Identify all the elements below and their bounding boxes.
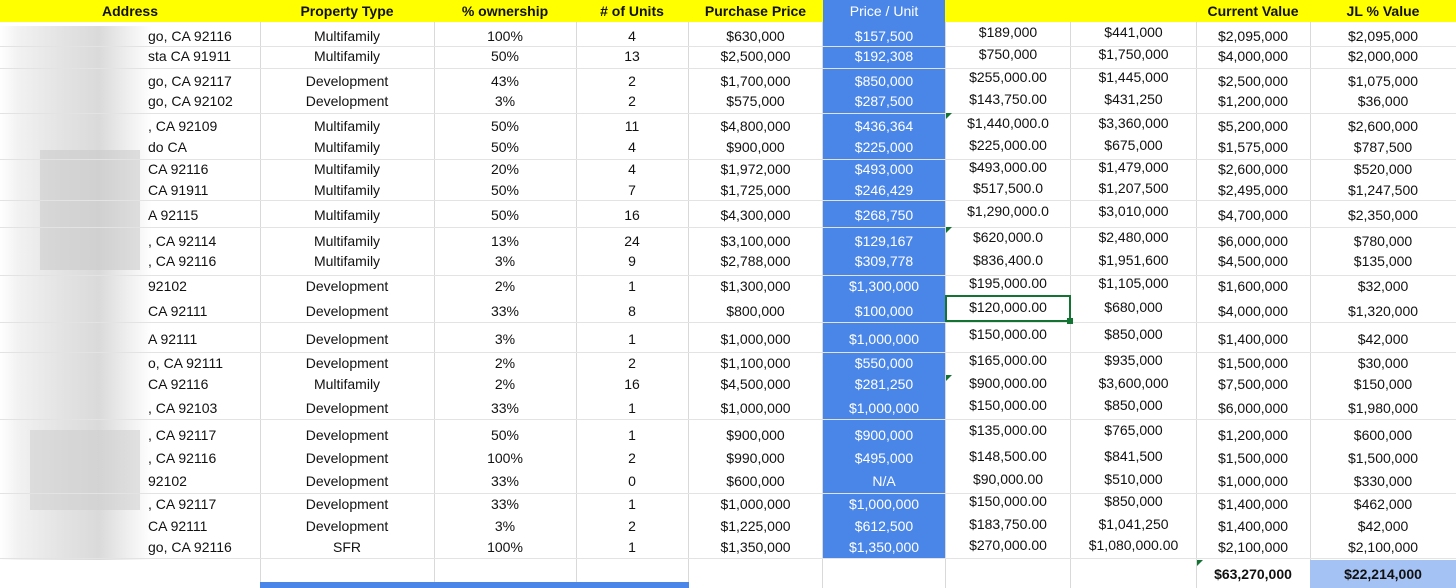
cell-price[interactable]: $4,300,000 (720, 207, 791, 223)
cell-type[interactable]: Development (305, 400, 389, 416)
cell-jl[interactable]: $32,000 (1357, 278, 1409, 294)
cell-type[interactable]: Development (305, 473, 389, 489)
address-cell[interactable]: , CA 92116 (148, 253, 217, 269)
cell-jl[interactable]: $330,000 (1353, 473, 1413, 489)
cell-ppu[interactable]: $281,250 (854, 376, 914, 392)
header-units[interactable]: # of Units (576, 0, 688, 22)
cell-ppu[interactable]: $225,000 (854, 139, 914, 155)
header-jl-value[interactable]: JL % Value (1310, 0, 1456, 22)
header-price-per-unit[interactable]: Price / Unit (823, 0, 945, 22)
cell-c8[interactable]: $1,951,600 (1098, 252, 1169, 268)
cell-units[interactable]: 1 (628, 539, 636, 555)
cell-c8[interactable]: $1,105,000 (1098, 275, 1169, 291)
cell-type[interactable]: Multifamily (313, 28, 381, 44)
selected-cell[interactable] (945, 295, 1071, 322)
cell-c7[interactable]: $1,290,000.0 (967, 203, 1049, 219)
cell-ppu[interactable]: $309,778 (854, 253, 914, 269)
header-ownership[interactable]: % ownership (434, 0, 576, 22)
header-purchase-price[interactable]: Purchase Price (688, 0, 823, 22)
row-divider (0, 352, 1456, 353)
cell-cur[interactable]: $4,000,000 (1217, 303, 1289, 319)
cell-cur[interactable]: $1,500,000 (1217, 355, 1289, 371)
comment-marker (946, 375, 952, 381)
cell-own[interactable]: 100% (487, 539, 523, 555)
cell-c7[interactable]: $750,000 (978, 46, 1038, 62)
cell-c8[interactable]: $2,480,000 (1098, 229, 1169, 245)
cell-c8[interactable]: $431,250 (1104, 91, 1163, 107)
cell-own[interactable]: 33% (490, 400, 520, 416)
cell-ppu[interactable]: $900,000 (854, 427, 914, 443)
cell-c7[interactable]: $493,000.00 (969, 159, 1047, 175)
address-cell[interactable]: CA 92111 (148, 518, 208, 534)
cell-type[interactable]: Multifamily (313, 139, 381, 155)
cell-ppu[interactable]: $550,000 (854, 355, 914, 371)
cell-c8[interactable]: $680,000 (1104, 299, 1163, 315)
address-cell[interactable]: go, CA 92116 (148, 539, 232, 555)
cell-own[interactable]: 50% (490, 207, 520, 223)
cell-price[interactable]: $1,700,000 (720, 73, 791, 89)
total-jl-value[interactable]: $22,214,000 (1344, 566, 1422, 582)
cell-units[interactable]: 1 (628, 400, 636, 416)
cell-ppu[interactable]: $493,000 (854, 161, 914, 177)
cell-units[interactable]: 9 (628, 253, 636, 269)
cell-own[interactable]: 50% (490, 427, 520, 443)
cell-units[interactable]: 2 (628, 93, 636, 109)
cell-price[interactable]: $3,100,000 (720, 233, 791, 249)
cell-type[interactable]: Multifamily (313, 182, 381, 198)
cell-price[interactable]: $900,000 (726, 427, 785, 443)
row-divider (0, 200, 1456, 201)
address-cell[interactable]: A 92115 (148, 207, 199, 223)
header-current-value[interactable]: Current Value (1196, 0, 1310, 22)
cell-c7[interactable]: $517,500.0 (972, 180, 1044, 196)
cell-cur[interactable]: $1,400,000 (1217, 331, 1289, 347)
cell-own[interactable]: 43% (490, 73, 520, 89)
cell-units[interactable]: 1 (628, 427, 636, 443)
address-cell[interactable]: CA 92111 (148, 303, 208, 319)
cell-ppu[interactable]: $1,000,000 (848, 496, 920, 512)
cell-c7[interactable]: $148,500.00 (969, 448, 1047, 464)
cell-jl[interactable]: $2,100,000 (1347, 539, 1419, 555)
cell-ppu[interactable]: $246,429 (854, 182, 914, 198)
cell-ppu[interactable]: $157,500 (854, 28, 914, 44)
cell-cur[interactable]: $4,000,000 (1217, 48, 1289, 64)
redacted-address-area (40, 150, 140, 270)
comment-marker (1197, 560, 1203, 566)
cell-jl[interactable]: $1,500,000 (1347, 450, 1419, 466)
row-divider (0, 159, 1456, 160)
redacted-address-area (30, 430, 140, 510)
address-cell[interactable]: , CA 92103 (148, 400, 218, 416)
cell-price[interactable]: $1,350,000 (720, 539, 791, 555)
cell-c8[interactable]: $1,207,500 (1098, 180, 1169, 196)
cell-c8[interactable]: $765,000 (1104, 422, 1163, 438)
cell-c8[interactable]: $3,600,000 (1098, 375, 1169, 391)
cell-price[interactable]: $900,000 (726, 139, 785, 155)
cell-units[interactable]: 16 (624, 207, 640, 223)
cell-units[interactable]: 16 (624, 376, 640, 392)
header-blank-1[interactable] (945, 0, 1071, 22)
cell-c7[interactable]: $1,440,000.0 (967, 115, 1049, 131)
cell-price[interactable]: $600,000 (726, 473, 785, 489)
cell-type[interactable]: Multifamily (313, 48, 381, 64)
cell-own[interactable]: 50% (490, 139, 520, 155)
cell-cur[interactable]: $1,400,000 (1217, 518, 1289, 534)
cell-units[interactable]: 2 (628, 73, 636, 89)
cell-type[interactable]: Development (305, 303, 389, 319)
cell-own[interactable]: 3% (494, 331, 516, 347)
cell-price[interactable]: $2,788,000 (720, 253, 791, 269)
cell-type[interactable]: Multifamily (313, 233, 381, 249)
header-address[interactable]: Address (0, 0, 260, 22)
row-divider (0, 113, 1456, 114)
cell-units[interactable]: 1 (628, 331, 636, 347)
cell-price[interactable]: $990,000 (726, 450, 785, 466)
address-cell[interactable]: 92102 (148, 278, 187, 294)
address-cell[interactable]: do CA (148, 139, 187, 155)
cell-units[interactable]: 8 (628, 303, 636, 319)
cell-cur[interactable]: $2,095,000 (1217, 28, 1289, 44)
cell-cur[interactable]: $6,000,000 (1217, 400, 1289, 416)
cell-price[interactable]: $1,972,000 (720, 161, 791, 177)
cell-c7[interactable]: $225,000.00 (969, 137, 1047, 153)
cell-price[interactable]: $1,000,000 (720, 496, 791, 512)
address-cell[interactable]: 92102 (148, 473, 187, 489)
cell-jl[interactable]: $462,000 (1353, 496, 1413, 512)
row-divider (0, 275, 1456, 276)
cell-type[interactable]: Multifamily (313, 161, 381, 177)
cell-cur[interactable]: $6,000,000 (1217, 233, 1289, 249)
cell-c8[interactable]: $510,000 (1104, 471, 1163, 487)
cell-type[interactable]: Multifamily (313, 118, 381, 134)
cell-type[interactable]: Development (305, 73, 389, 89)
cell-jl[interactable]: $2,600,000 (1347, 118, 1419, 134)
cell-type[interactable]: Development (305, 278, 389, 294)
cell-type[interactable]: Multifamily (313, 207, 381, 223)
cell-c8[interactable]: $3,010,000 (1098, 203, 1169, 219)
cell-price[interactable]: $1,000,000 (720, 400, 791, 416)
cell-own[interactable]: 50% (490, 182, 520, 198)
cell-ppu[interactable]: $612,500 (854, 518, 914, 534)
cell-units[interactable]: 1 (628, 278, 636, 294)
cell-ppu[interactable]: $192,308 (854, 48, 914, 64)
cell-units[interactable]: 13 (624, 48, 640, 64)
cell-cur[interactable]: $2,500,000 (1217, 73, 1289, 89)
cell-jl[interactable]: $1,247,500 (1347, 182, 1419, 198)
cell-ppu[interactable]: $268,750 (854, 207, 914, 223)
header-property-type[interactable]: Property Type (260, 0, 434, 22)
cell-price[interactable]: $4,800,000 (720, 118, 791, 134)
cell-c8[interactable]: $850,000 (1104, 326, 1163, 342)
cell-units[interactable]: 2 (628, 355, 636, 371)
row-divider (0, 227, 1456, 228)
cell-c8[interactable]: $935,000 (1104, 352, 1163, 368)
header-blank-2[interactable] (1071, 0, 1196, 22)
address-cell[interactable]: A 92111 (148, 331, 198, 347)
row-divider (0, 68, 1456, 69)
cell-ppu[interactable]: $436,364 (854, 118, 914, 134)
address-cell[interactable]: CA 91911 (148, 182, 209, 198)
cell-price[interactable]: $1,225,000 (720, 518, 791, 534)
cell-type[interactable]: Development (305, 427, 389, 443)
cell-price[interactable]: $1,000,000 (720, 331, 791, 347)
cell-own[interactable]: 100% (487, 28, 523, 44)
cell-price[interactable]: $1,100,000 (720, 355, 791, 371)
cell-c8[interactable]: $1,080,000.00 (1088, 537, 1179, 553)
cell-c8[interactable]: $850,000 (1104, 493, 1163, 509)
cell-type[interactable]: Development (305, 496, 389, 512)
cell-jl[interactable]: $2,095,000 (1347, 28, 1419, 44)
comment-marker (946, 113, 952, 119)
cell-jl[interactable]: $520,000 (1353, 161, 1413, 177)
cell-ppu[interactable]: $129,167 (854, 233, 914, 249)
cell-units[interactable]: 4 (628, 28, 636, 44)
cell-cur[interactable]: $7,500,000 (1217, 376, 1289, 392)
address-cell[interactable]: , CA 92117 (148, 496, 217, 512)
row-divider (0, 46, 1456, 47)
cell-c7[interactable]: $189,000 (978, 24, 1038, 40)
address-cell[interactable]: , CA 92117 (148, 427, 217, 443)
cell-type[interactable]: SFR (333, 539, 361, 555)
address-cell[interactable]: , CA 92109 (148, 118, 218, 134)
cell-c8[interactable]: $1,041,250 (1098, 516, 1169, 532)
cell-c8[interactable]: $1,479,000 (1098, 159, 1169, 175)
cell-jl[interactable]: $1,320,000 (1347, 303, 1419, 319)
cell-cur[interactable]: $2,100,000 (1217, 539, 1289, 555)
cell-jl[interactable]: $36,000 (1357, 93, 1409, 109)
row-divider (0, 493, 1456, 494)
cell-jl[interactable]: $780,000 (1353, 233, 1413, 249)
cell-type[interactable]: Development (305, 450, 389, 466)
total-current-value[interactable]: $63,270,000 (1214, 566, 1292, 582)
cell-cur[interactable]: $1,200,000 (1217, 427, 1289, 443)
address-cell[interactable]: , CA 92116 (148, 450, 217, 466)
cell-price[interactable]: $1,300,000 (720, 278, 791, 294)
cell-units[interactable]: 11 (624, 118, 640, 134)
cell-own[interactable]: 3% (494, 518, 516, 534)
address-cell[interactable]: go, CA 92102 (148, 93, 233, 109)
address-cell[interactable]: go, CA 92116 (148, 28, 232, 44)
address-cell[interactable]: go, CA 92117 (148, 73, 232, 89)
address-cell[interactable]: , CA 92114 (148, 233, 217, 249)
cell-own[interactable]: 3% (494, 253, 516, 269)
cell-ppu[interactable]: $850,000 (854, 73, 914, 89)
fill-handle[interactable] (1067, 318, 1073, 324)
cell-ppu[interactable]: $1,350,000 (848, 539, 920, 555)
cell-jl[interactable]: $2,350,000 (1347, 207, 1419, 223)
cell-price[interactable]: $4,500,000 (720, 376, 791, 392)
cell-c7[interactable]: $195,000.00 (969, 275, 1047, 291)
cell-own[interactable]: 13% (490, 233, 520, 249)
cell-price[interactable]: $2,500,000 (720, 48, 791, 64)
cell-type[interactable]: Development (305, 518, 389, 534)
cell-c8[interactable]: $1,750,000 (1098, 46, 1169, 62)
cell-c7[interactable]: $255,000.00 (969, 69, 1047, 85)
cell-own[interactable]: 2% (494, 278, 516, 294)
cell-own[interactable]: 50% (490, 118, 520, 134)
cell-units[interactable]: 7 (628, 182, 636, 198)
cell-c7[interactable]: $120,000.00 (969, 299, 1047, 315)
cell-jl[interactable]: $150,000 (1353, 376, 1413, 392)
cell-jl[interactable]: $787,500 (1353, 139, 1413, 155)
cell-price[interactable]: $800,000 (726, 303, 785, 319)
row-divider (0, 558, 1456, 559)
cell-c8[interactable]: $850,000 (1104, 397, 1163, 413)
cell-type[interactable]: Development (305, 331, 389, 347)
cell-c7[interactable]: $183,750.00 (969, 516, 1047, 532)
cell-cur[interactable]: $1,000,000 (1217, 473, 1289, 489)
cell-units[interactable]: 2 (628, 450, 636, 466)
cell-price[interactable]: $1,725,000 (720, 182, 791, 198)
cell-c7[interactable]: $150,000.00 (969, 493, 1047, 509)
cell-cur[interactable]: $1,500,000 (1217, 450, 1289, 466)
cell-c7[interactable]: $150,000.00 (969, 397, 1047, 413)
cell-cur[interactable]: $5,200,000 (1217, 118, 1289, 134)
cell-c7[interactable]: $620,000.0 (972, 229, 1044, 245)
cell-own[interactable]: 50% (490, 48, 520, 64)
cell-type[interactable]: Development (305, 93, 389, 109)
address-cell[interactable]: o, CA 92111 (148, 355, 223, 371)
cell-jl[interactable]: $42,000 (1357, 518, 1409, 534)
cell-price[interactable]: $575,000 (726, 93, 785, 109)
cell-own[interactable]: 33% (490, 303, 520, 319)
cell-own[interactable]: 100% (487, 450, 523, 466)
cell-cur[interactable]: $2,600,000 (1217, 161, 1289, 177)
cell-cur[interactable]: $2,495,000 (1217, 182, 1289, 198)
cell-c7[interactable]: $270,000.00 (969, 537, 1047, 553)
total-row-blue-fill (260, 582, 689, 588)
cell-jl[interactable]: $600,000 (1353, 427, 1413, 443)
cell-c7[interactable]: $836,400.0 (972, 252, 1044, 268)
cell-type[interactable]: Multifamily (313, 376, 381, 392)
cell-cur[interactable]: $1,200,000 (1217, 93, 1289, 109)
cell-type[interactable]: Development (305, 355, 389, 371)
cell-units[interactable]: 24 (624, 233, 640, 249)
cell-c8[interactable]: $675,000 (1104, 137, 1163, 153)
cell-c7[interactable]: $90,000.00 (972, 471, 1044, 487)
cell-ppu[interactable]: $1,000,000 (848, 331, 920, 347)
cell-type[interactable]: Multifamily (313, 253, 381, 269)
row-divider (0, 322, 1456, 323)
cell-ppu[interactable]: $1,300,000 (848, 278, 920, 294)
cell-price[interactable]: $630,000 (726, 28, 785, 44)
cell-cur[interactable]: $1,400,000 (1217, 496, 1289, 512)
cell-c8[interactable]: $1,445,000 (1098, 69, 1169, 85)
cell-ppu[interactable]: N/A (872, 473, 896, 489)
cell-c7[interactable]: $900,000.00 (969, 375, 1047, 391)
cell-jl[interactable]: $1,980,000 (1347, 400, 1419, 416)
address-cell[interactable]: CA 92116 (148, 161, 209, 177)
cell-own[interactable]: 20% (490, 161, 520, 177)
comment-marker (946, 227, 952, 233)
cell-jl[interactable]: $30,000 (1357, 355, 1409, 371)
cell-jl[interactable]: $42,000 (1357, 331, 1409, 347)
cell-own[interactable]: 3% (494, 93, 516, 109)
cell-own[interactable]: 33% (490, 473, 520, 489)
cell-c7[interactable]: $165,000.00 (969, 352, 1047, 368)
cell-c7[interactable]: $150,000.00 (969, 326, 1047, 342)
cell-c8[interactable]: $441,000 (1104, 24, 1163, 40)
cell-c8[interactable]: $3,360,000 (1098, 115, 1169, 131)
cell-ppu[interactable]: $495,000 (854, 450, 914, 466)
cell-cur[interactable]: $1,575,000 (1217, 139, 1289, 155)
cell-units[interactable]: 0 (628, 473, 636, 489)
cell-ppu[interactable]: $1,000,000 (848, 400, 920, 416)
cell-own[interactable]: 2% (494, 355, 516, 371)
address-cell[interactable]: CA 92116 (148, 376, 209, 392)
cell-ppu[interactable]: $287,500 (854, 93, 914, 109)
cell-units[interactable]: 1 (628, 496, 636, 512)
cell-cur[interactable]: $4,700,000 (1217, 207, 1289, 223)
cell-c7[interactable]: $143,750.00 (969, 91, 1047, 107)
cell-units[interactable]: 2 (628, 518, 636, 534)
address-cell[interactable]: sta CA 91911 (148, 48, 232, 64)
cell-c7[interactable]: $135,000.00 (969, 422, 1047, 438)
cell-units[interactable]: 4 (628, 161, 636, 177)
cell-c8[interactable]: $841,500 (1104, 448, 1163, 464)
cell-units[interactable]: 4 (628, 139, 636, 155)
cell-ppu[interactable]: $100,000 (854, 303, 914, 319)
cell-own[interactable]: 2% (494, 376, 516, 392)
cell-own[interactable]: 33% (490, 496, 520, 512)
cell-jl[interactable]: $2,000,000 (1347, 48, 1419, 64)
cell-cur[interactable]: $1,600,000 (1217, 278, 1289, 294)
cell-cur[interactable]: $4,500,000 (1217, 253, 1289, 269)
cell-jl[interactable]: $1,075,000 (1347, 73, 1419, 89)
row-divider (0, 419, 1456, 420)
cell-jl[interactable]: $135,000 (1353, 253, 1413, 269)
